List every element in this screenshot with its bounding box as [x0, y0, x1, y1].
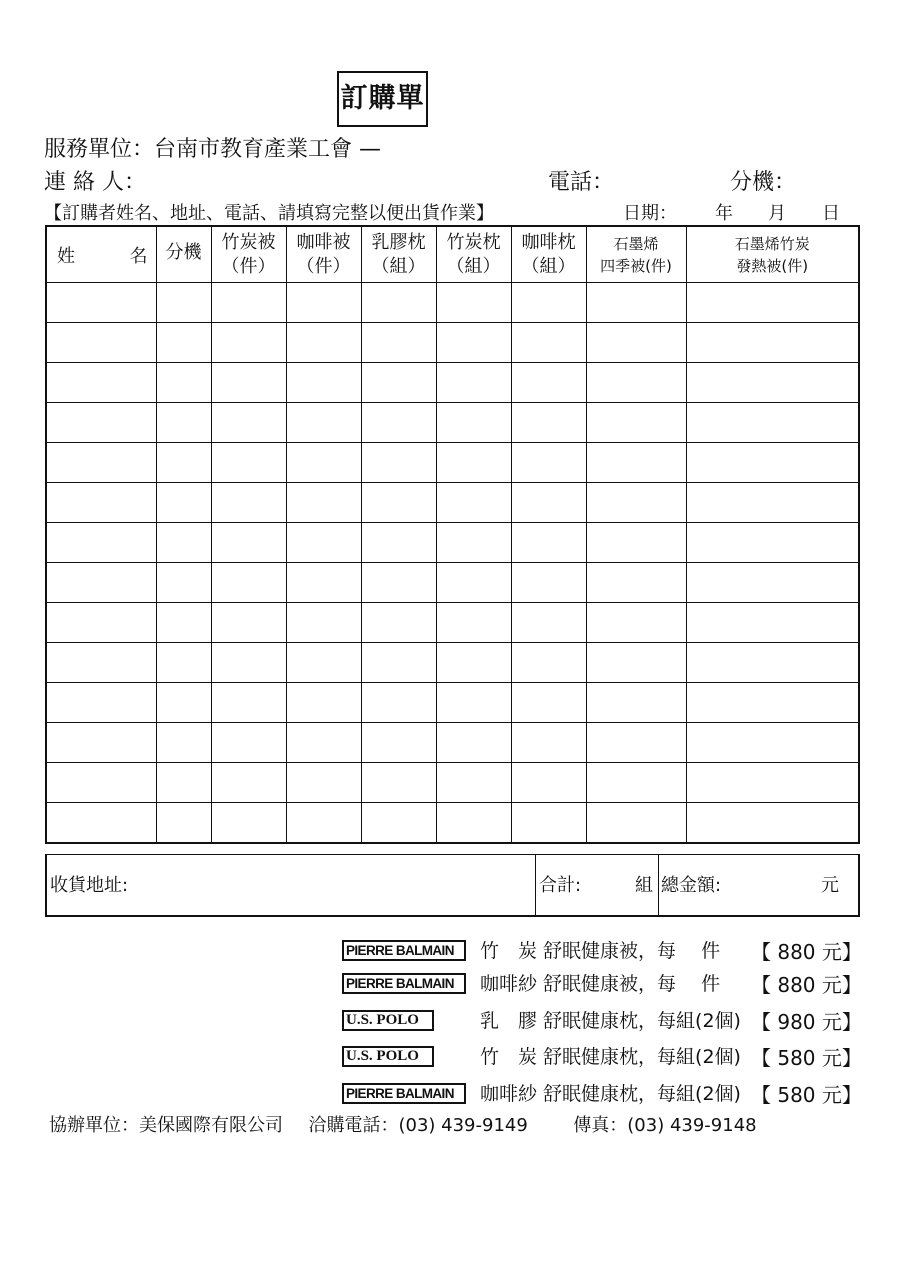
order-cell[interactable] — [156, 482, 211, 522]
order-cell[interactable] — [361, 322, 436, 362]
header-coffee-pillow: 咖啡枕 （組） — [511, 226, 586, 282]
order-cell[interactable] — [511, 642, 586, 682]
order-cell[interactable] — [211, 762, 286, 802]
order-cell[interactable] — [511, 562, 586, 602]
order-cell[interactable] — [436, 362, 511, 402]
order-cell[interactable] — [211, 522, 286, 562]
order-cell[interactable] — [436, 802, 511, 843]
order-cell[interactable] — [586, 282, 686, 322]
order-cell[interactable] — [686, 322, 859, 362]
brand-us-polo: U.S. POLO — [342, 1010, 434, 1031]
date-year: 年 — [715, 203, 733, 224]
table-row — [46, 442, 859, 482]
order-cell[interactable] — [361, 282, 436, 322]
order-cell[interactable] — [511, 722, 586, 762]
order-cell[interactable] — [511, 522, 586, 562]
order-cell[interactable] — [211, 682, 286, 722]
order-cell[interactable] — [361, 482, 436, 522]
header-coffee-quilt: 咖啡被 （件） — [286, 226, 361, 282]
order-cell[interactable] — [361, 522, 436, 562]
brand-pierre-balmain: PIERRE BALMAIN — [342, 1083, 466, 1104]
order-cell[interactable] — [286, 642, 361, 682]
product-price: 【 880 元】 — [751, 973, 862, 997]
table-row — [46, 682, 859, 722]
order-cell[interactable] — [686, 602, 859, 642]
order-cell[interactable] — [211, 642, 286, 682]
order-cell[interactable] — [361, 602, 436, 642]
header-bamboo-pillow: 竹炭枕 （組） — [436, 226, 511, 282]
order-cell[interactable] — [686, 722, 859, 762]
coorganizer-line — [49, 1111, 757, 1137]
order-cell[interactable] — [586, 642, 686, 682]
product-desc: 咖啡紗 舒眠健康被，每 件 — [480, 973, 721, 995]
product-desc: 竹 炭 舒眠健康枕，每組(2個) — [480, 1046, 741, 1068]
brand-pierre-balmain: PIERRE BALMAIN — [342, 940, 466, 961]
date-month: 月 — [768, 203, 786, 224]
order-phone: 洽購電話：(03) 439-9149 — [308, 1115, 528, 1136]
order-cell[interactable] — [46, 402, 156, 442]
order-cell[interactable] — [156, 562, 211, 602]
extension-label: 分機： — [730, 170, 797, 195]
order-cell[interactable] — [586, 602, 686, 642]
order-cell[interactable] — [511, 322, 586, 362]
table-row — [46, 402, 859, 442]
order-cell[interactable] — [211, 602, 286, 642]
amount-label: 總金額: — [661, 875, 722, 896]
order-cell[interactable] — [286, 562, 361, 602]
order-cell[interactable] — [46, 362, 156, 402]
table-row — [46, 722, 859, 762]
order-cell[interactable] — [511, 442, 586, 482]
total-label: 合計: — [539, 875, 582, 896]
order-cell[interactable] — [156, 522, 211, 562]
order-cell[interactable] — [156, 682, 211, 722]
order-cell[interactable] — [211, 282, 286, 322]
order-cell[interactable] — [436, 722, 511, 762]
order-cell[interactable] — [46, 682, 156, 722]
table-row — [46, 322, 859, 362]
order-cell[interactable] — [686, 522, 859, 562]
date-day: 日 — [822, 203, 840, 224]
order-cell[interactable] — [156, 442, 211, 482]
order-cell[interactable] — [156, 282, 211, 322]
order-cell[interactable] — [286, 322, 361, 362]
header-latex-pillow: 乳膠枕 （組） — [361, 226, 436, 282]
order-cell[interactable] — [156, 722, 211, 762]
order-cell[interactable] — [46, 642, 156, 682]
order-cell[interactable] — [436, 562, 511, 602]
order-cell[interactable] — [586, 482, 686, 522]
table-row — [46, 642, 859, 682]
product-price: 【 880 元】 — [751, 940, 862, 964]
table-row — [46, 562, 859, 602]
order-cell[interactable] — [286, 522, 361, 562]
order-cell[interactable] — [211, 562, 286, 602]
document-title: 訂購單 — [337, 71, 428, 127]
product-desc: 乳 膠 舒眠健康枕，每組(2個) — [480, 1010, 741, 1032]
order-cell[interactable] — [156, 362, 211, 402]
order-cell[interactable] — [436, 762, 511, 802]
order-cell[interactable] — [286, 682, 361, 722]
order-cell[interactable] — [156, 402, 211, 442]
order-cell[interactable] — [686, 802, 859, 843]
order-cell[interactable] — [586, 362, 686, 402]
order-cell[interactable] — [511, 802, 586, 843]
order-cell[interactable] — [46, 802, 156, 843]
order-cell[interactable] — [46, 602, 156, 642]
order-cell[interactable] — [211, 442, 286, 482]
order-cell[interactable] — [686, 402, 859, 442]
table-row — [46, 602, 859, 642]
order-cell[interactable] — [361, 762, 436, 802]
table-row — [46, 362, 859, 402]
order-cell[interactable] — [586, 802, 686, 843]
header-graphene-bamboo-quilt: 石墨烯竹炭 發熱被(件) — [686, 226, 859, 282]
order-cell[interactable] — [586, 322, 686, 362]
product-price: 【 580 元】 — [751, 1046, 862, 1070]
order-cell[interactable] — [46, 522, 156, 562]
order-cell[interactable] — [686, 482, 859, 522]
order-cell[interactable] — [686, 282, 859, 322]
order-cell[interactable] — [686, 762, 859, 802]
order-cell[interactable] — [436, 322, 511, 362]
order-cell[interactable] — [436, 442, 511, 482]
fax-number: 傳真：(03) 439-9148 — [573, 1115, 757, 1136]
product-desc: 咖啡紗 舒眠健康枕，每組(2個) — [480, 1083, 741, 1105]
order-cell[interactable] — [361, 642, 436, 682]
order-cell[interactable] — [511, 602, 586, 642]
order-cell[interactable] — [686, 682, 859, 722]
order-cell[interactable] — [586, 722, 686, 762]
date-label: 日期： — [623, 203, 677, 224]
order-cell[interactable] — [361, 362, 436, 402]
order-cell[interactable] — [511, 682, 586, 722]
order-cell[interactable] — [46, 282, 156, 322]
header-name: 姓 名 — [46, 226, 156, 282]
order-cell[interactable] — [286, 802, 361, 843]
order-cell[interactable] — [286, 402, 361, 442]
order-cell[interactable] — [361, 402, 436, 442]
table-row — [46, 802, 859, 843]
order-cell[interactable] — [156, 642, 211, 682]
order-cell[interactable] — [286, 282, 361, 322]
order-table — [45, 225, 860, 844]
order-cell[interactable] — [361, 722, 436, 762]
order-cell[interactable] — [436, 282, 511, 322]
order-cell[interactable] — [586, 442, 686, 482]
header-extension: 分機 — [156, 226, 211, 282]
order-cell[interactable] — [511, 762, 586, 802]
order-cell[interactable] — [211, 402, 286, 442]
order-cell[interactable] — [156, 762, 211, 802]
order-footer — [45, 854, 860, 917]
order-note: 【訂購者姓名、地址、電話、請填寫完整以便出貨作業】 — [44, 203, 494, 224]
order-cell[interactable] — [511, 402, 586, 442]
order-cell[interactable] — [46, 762, 156, 802]
order-cell[interactable] — [436, 602, 511, 642]
total-unit: 組 — [635, 875, 653, 896]
order-cell[interactable] — [436, 482, 511, 522]
order-cell[interactable] — [211, 802, 286, 843]
order-cell[interactable] — [156, 322, 211, 362]
order-cell[interactable] — [46, 562, 156, 602]
coorganizer-label: 協辦單位：美保國際有限公司 — [49, 1115, 283, 1136]
order-cell[interactable] — [511, 362, 586, 402]
order-cell[interactable] — [586, 562, 686, 602]
order-cell[interactable] — [156, 602, 211, 642]
header-graphene-quilt: 石墨烯 四季被(件) — [586, 226, 686, 282]
shipping-address-label: 收貨地址: — [50, 875, 129, 896]
product-desc: 竹 炭 舒眠健康被，每 件 — [480, 940, 721, 962]
order-cell[interactable] — [436, 682, 511, 722]
order-cell[interactable] — [586, 522, 686, 562]
service-unit: 服務單位：台南市教育產業工會 — — [44, 137, 381, 162]
table-row — [46, 282, 859, 322]
order-cell[interactable] — [211, 482, 286, 522]
order-cell[interactable] — [286, 362, 361, 402]
order-cell[interactable] — [361, 802, 436, 843]
order-cell[interactable] — [286, 602, 361, 642]
brand-pierre-balmain: PIERRE BALMAIN — [342, 973, 466, 994]
header-bamboo-quilt: 竹炭被 （件） — [211, 226, 286, 282]
order-cell[interactable] — [511, 282, 586, 322]
order-cell[interactable] — [686, 562, 859, 602]
order-cell[interactable] — [436, 402, 511, 442]
order-cell[interactable] — [211, 362, 286, 402]
order-cell[interactable] — [156, 802, 211, 843]
table-row — [46, 482, 859, 522]
order-cell[interactable] — [286, 722, 361, 762]
table-row — [46, 762, 859, 802]
order-cell[interactable] — [436, 522, 511, 562]
order-cell[interactable] — [46, 442, 156, 482]
contact-label: 連 絡 人： — [44, 170, 146, 195]
product-price: 【 980 元】 — [751, 1010, 862, 1034]
order-cell[interactable] — [586, 762, 686, 802]
order-cell[interactable] — [686, 362, 859, 402]
order-cell[interactable] — [686, 442, 859, 482]
order-cell[interactable] — [436, 642, 511, 682]
order-cell[interactable] — [586, 682, 686, 722]
order-cell[interactable] — [211, 322, 286, 362]
amount-unit: 元 — [821, 875, 839, 896]
order-cell[interactable] — [361, 442, 436, 482]
order-cell[interactable] — [361, 682, 436, 722]
table-header-row — [46, 226, 859, 282]
table-row — [46, 522, 859, 562]
product-price: 【 580 元】 — [751, 1083, 862, 1107]
order-cell[interactable] — [586, 402, 686, 442]
order-cell[interactable] — [361, 562, 436, 602]
order-cell[interactable] — [46, 722, 156, 762]
order-cell[interactable] — [211, 722, 286, 762]
order-cell[interactable] — [286, 482, 361, 522]
order-cell[interactable] — [511, 482, 586, 522]
brand-us-polo: U.S. POLO — [342, 1046, 434, 1067]
phone-label: 電話： — [548, 170, 615, 195]
order-cell[interactable] — [286, 442, 361, 482]
order-cell[interactable] — [46, 482, 156, 522]
order-cell[interactable] — [686, 642, 859, 682]
order-cell[interactable] — [286, 762, 361, 802]
order-cell[interactable] — [46, 322, 156, 362]
